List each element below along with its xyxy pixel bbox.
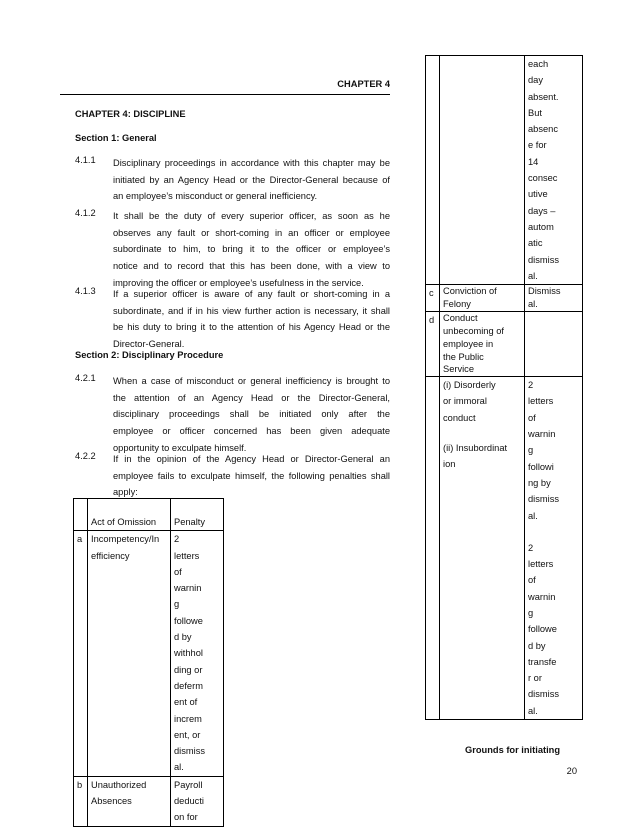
table-cell [171, 776, 224, 826]
table-cell [74, 499, 88, 531]
section-2-title: Section 2: Disciplinary Procedure [75, 350, 224, 360]
paragraph-number: 4.2.1 [75, 373, 96, 383]
table-cell [525, 56, 583, 285]
text-line: an employee’s misconduct or general inefficiency. [113, 191, 318, 202]
sub-item-ii: (ii) Insubordinat ion [443, 443, 508, 470]
row-penalty: 2 letters of warnin g followe d by withhol ding or deferm ent of increm ent, or dismiss al. [174, 534, 205, 773]
table-row [74, 531, 224, 776]
table-cell [74, 776, 88, 826]
chapter-rule [60, 94, 390, 95]
text-line: observes any fault or short-coming in an officer or employee [113, 227, 390, 238]
table-cell [440, 285, 525, 312]
row-id: c [429, 288, 434, 299]
table-row [74, 776, 224, 826]
footer-label: Grounds for initiating [465, 745, 561, 755]
penalty-table-left [73, 498, 224, 827]
table-row [426, 56, 583, 285]
row-act: Unauthorized Absences [91, 779, 147, 807]
text-line: If a superior officer is aware of any fault or short-coming in a [113, 289, 390, 299]
paragraph-text [113, 286, 390, 353]
paragraph-number: 4.1.2 [75, 208, 96, 218]
text-line: Director-General. [113, 339, 185, 350]
paragraph-number: 4.1.3 [75, 286, 96, 296]
row-penalty: Payroll deducti on for [174, 779, 204, 823]
table-header-cell [88, 499, 171, 531]
text-line: It shall be the duty of every superior officer, as soon as he [113, 211, 390, 221]
paragraph-text [113, 373, 390, 456]
chapter-heading: CHAPTER 4: DISCIPLINE [75, 109, 186, 119]
penalty-table-right [425, 55, 583, 720]
paragraph-text [113, 208, 390, 291]
table-cell [440, 377, 525, 720]
sub-item-i-penalty: 2 letters of warnin g followi ng by dismiss al. [528, 380, 559, 521]
table-header-cell [171, 499, 224, 531]
section-1-title: Section 1: General [75, 133, 157, 143]
table-row [426, 285, 583, 312]
text-line: the attention of an Agency Head or the Director-General, [113, 392, 390, 403]
table-cell [171, 531, 224, 776]
table-cell [440, 312, 525, 377]
table-header-row [74, 499, 224, 531]
sub-item-i: (i) Disorderly or immoral conduct [443, 380, 496, 423]
paragraph-number: 4.2.2 [75, 451, 96, 461]
table-cell [88, 531, 171, 776]
row-penalty: Dismiss al. [528, 286, 561, 310]
table-row [426, 377, 583, 720]
table-cell [440, 56, 525, 285]
text-line: notice and to record that this has been done, with a view to [113, 261, 390, 272]
table-cell [426, 56, 440, 285]
row-id: a [77, 534, 83, 545]
row-act: Conduct unbecoming of employee in the Public Service [443, 313, 504, 375]
row-act: Conviction of Felony [443, 286, 497, 310]
page-number: 20 [566, 766, 577, 776]
text-line: improving the officer or employee’s usefulness in the service. [113, 277, 364, 288]
table-cell [426, 377, 440, 720]
text-line: When a case of misconduct or general inefficiency is brought to [113, 376, 390, 386]
chapter-label: CHAPTER 4 [337, 79, 390, 89]
paragraph-number: 4.1.1 [75, 155, 96, 165]
table-cell [426, 285, 440, 312]
paragraph-text [113, 451, 390, 501]
table-cell [525, 285, 583, 312]
text-line: be his duty to bring it to the attention of his Agency Head or the [113, 322, 390, 333]
column-header-penalty: Penalty [174, 517, 206, 527]
text-line: apply: [113, 487, 138, 498]
row-id: d [429, 315, 435, 326]
table-row [426, 312, 583, 377]
text-line: If in the opinion of the Agency Head or Director-General an [113, 454, 390, 464]
table-cell [426, 312, 440, 377]
row-act: Incompetency/In efficiency [91, 534, 160, 561]
row-penalty: each day absent. But absenc e for 14 consec utive days – autom atic dismiss al. [528, 59, 559, 281]
row-id: b [77, 779, 83, 790]
text-line: disciplinary proceedings shall be initiated only after the [113, 409, 390, 420]
table-cell [525, 312, 583, 377]
paragraph-text [113, 155, 390, 205]
text-line: employee or officer concerned has been given adequate [113, 426, 390, 437]
text-line: Disciplinary proceedings in accordance with this chapter may be [113, 158, 390, 168]
text-line: initiated by an Agency Head or the Director-General because of [113, 174, 390, 185]
text-line: opportunity to exculpate himself. [113, 442, 247, 453]
table-cell [88, 776, 171, 826]
sub-item-ii-penalty: 2 letters of warnin g followe d by transfe r or dismiss al. [528, 542, 559, 716]
table-cell [525, 377, 583, 720]
text-line: subordinate, and if in his view further action is necessary, it shall [113, 305, 390, 316]
text-line: employee fails to exculpate himself, the following penalties shall [113, 470, 390, 481]
column-header-act: Act of Omission [91, 517, 157, 527]
text-line: subordinate to him, to bring it to the officer or employee’s [113, 244, 390, 255]
table-cell [74, 531, 88, 776]
